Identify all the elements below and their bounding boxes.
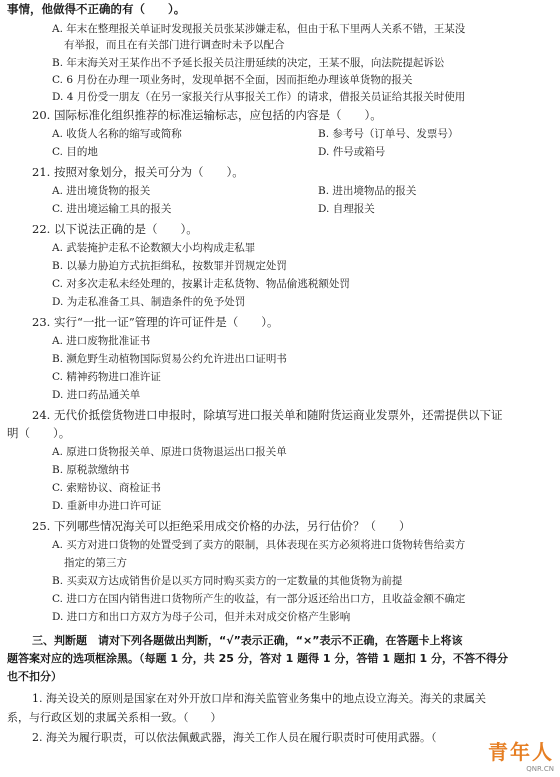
q20-option-c: C. 目的地 <box>52 146 98 158</box>
section3-instruction-line2: 题答案对应的选项框涂黑。（每题 1 分，共 25 分，答对 1 题得 1 分，答错 1 题扣 1 分，不答不得分 <box>7 652 509 665</box>
q19-option-c: C. 6 月份在办理一项业务时，发现单据不全面，因而拒绝办理该单货物的报关 <box>52 74 413 86</box>
q19-option-b: B. 年末海关对王某作出不予延长报关员注册延续的决定，王某不服，向法院提起诉讼 <box>52 57 445 69</box>
q22-option-b: B. 以暴力胁迫方式抗拒缉私，按数罪并罚规定处罚 <box>52 260 287 272</box>
section3-heading: 三、判断题 请对下列各题做出判断，“√”表示正确，“×”表示不正确，在答题卡上将该 <box>32 634 463 647</box>
q22-option-a: A. 武装掩护走私不论数额大小均构成走私罪 <box>52 242 256 254</box>
q20-option-d: D. 件号或箱号 <box>318 146 386 158</box>
q19-option-d: D. 4 月份受一朋友（在另一家报关行从事报关工作）的请求，借报关员证给其报关时使用 <box>52 91 466 103</box>
intro-text: 事情，他做得不正确的有（ ）。 <box>7 2 186 16</box>
q22-stem: 22. 以下说法正确的是（ ）。 <box>32 222 198 236</box>
q21-stem: 21. 按照对象划分，报关可分为（ ）。 <box>32 165 244 179</box>
q24-option-b: B. 原税款缴纳书 <box>52 464 130 476</box>
site-watermark-logo <box>488 736 554 773</box>
q24-option-a: A. 原进口货物报关单、原进口货物退运出口报关单 <box>52 446 287 458</box>
q21-option-b: B. 进出境物品的报关 <box>318 185 417 197</box>
q24-option-d: D. 重新申办进口许可证 <box>52 500 162 512</box>
q25-option-a-line2: 指定的第三方 <box>64 557 127 569</box>
judge2-line1: 2. 海关为履行职责，可以依法佩戴武器，海关工作人员在履行职责时可使用武器。（ <box>32 731 437 744</box>
q24-stem-line1: 24. 无代价抵偿货物进口申报时，除填写进口报关单和随附货运商业发票外，还需提供以下证 <box>32 408 503 422</box>
q23-option-d: D. 进口药品通关单 <box>52 389 141 401</box>
q19-option-a-line1: A. 年末在整理报关单证时发现报关员张某涉嫌走私，但由于私下里两人关系不错，王某没 <box>52 23 466 35</box>
watermark-logo-text: 青年人 <box>488 740 554 764</box>
q25-option-b: B. 买卖双方达成销售价是以买方同时购买卖方的一定数量的其他货物为前提 <box>52 575 403 587</box>
watermark-site-url: QNR.CN <box>526 765 554 773</box>
q20-stem: 20. 国际标准化组织推荐的标准运输标志，应包括的内容是（ ）。 <box>32 108 382 122</box>
section3-instruction-line3: 也不扣分） <box>7 670 62 683</box>
q22-option-d: D. 为走私准备工具、制造条件的免予处罚 <box>52 296 246 308</box>
q25-option-d: D. 进口方和出口方双方为母子公司，但并未对成交价格产生影响 <box>52 611 351 623</box>
q23-option-a: A. 进口废物批准证书 <box>52 335 151 347</box>
q20-option-a: A. 收货人名称的缩写或简称 <box>52 128 182 140</box>
q21-option-d: D. 自理报关 <box>318 203 375 215</box>
q20-option-b: B. 参考号（订单号、发票号） <box>318 128 459 140</box>
q25-option-a-line1: A. 买方对进口货物的处置受到了卖方的限制，具体表现在买方必须将进口货物转售给卖方 <box>52 539 466 551</box>
q23-option-b: B. 濒危野生动植物国际贸易公约允许进出口证明书 <box>52 353 287 365</box>
q24-option-c: C. 索赔协议、商检证书 <box>52 482 161 494</box>
q25-option-c: C. 进口方在国内销售进口货物所产生的收益，有一部分返还给出口方，且收益金额不确定 <box>52 593 466 605</box>
q24-stem-line2: 明（ ）。 <box>7 426 71 440</box>
q23-option-c: C. 精神药物进口准许证 <box>52 371 161 383</box>
q23-stem: 23. 实行“一批一证”管理的许可证件是（ ）。 <box>32 315 279 329</box>
q21-option-a: A. 进出境货物的报关 <box>52 185 151 197</box>
q25-stem: 25. 下列哪些情况海关可以拒绝采用成交价格的办法，另行估价？（ ） <box>32 519 411 533</box>
q22-option-c: C. 对多次走私未经处理的，按累计走私货物、物品偷逃税额处罚 <box>52 278 350 290</box>
judge1-line1: 1. 海关设关的原则是国家在对外开放口岸和海关监管业务集中的地点设立海关。海关的隶属关 <box>32 692 486 705</box>
q21-option-c: C. 进出境运输工具的报关 <box>52 203 172 215</box>
judge1-line2: 系，与行政区划的隶属关系相一致。（ ） <box>7 711 222 724</box>
q19-option-a-line2: 有举报，而且在有关部门进行调查时未予以配合 <box>64 39 285 51</box>
